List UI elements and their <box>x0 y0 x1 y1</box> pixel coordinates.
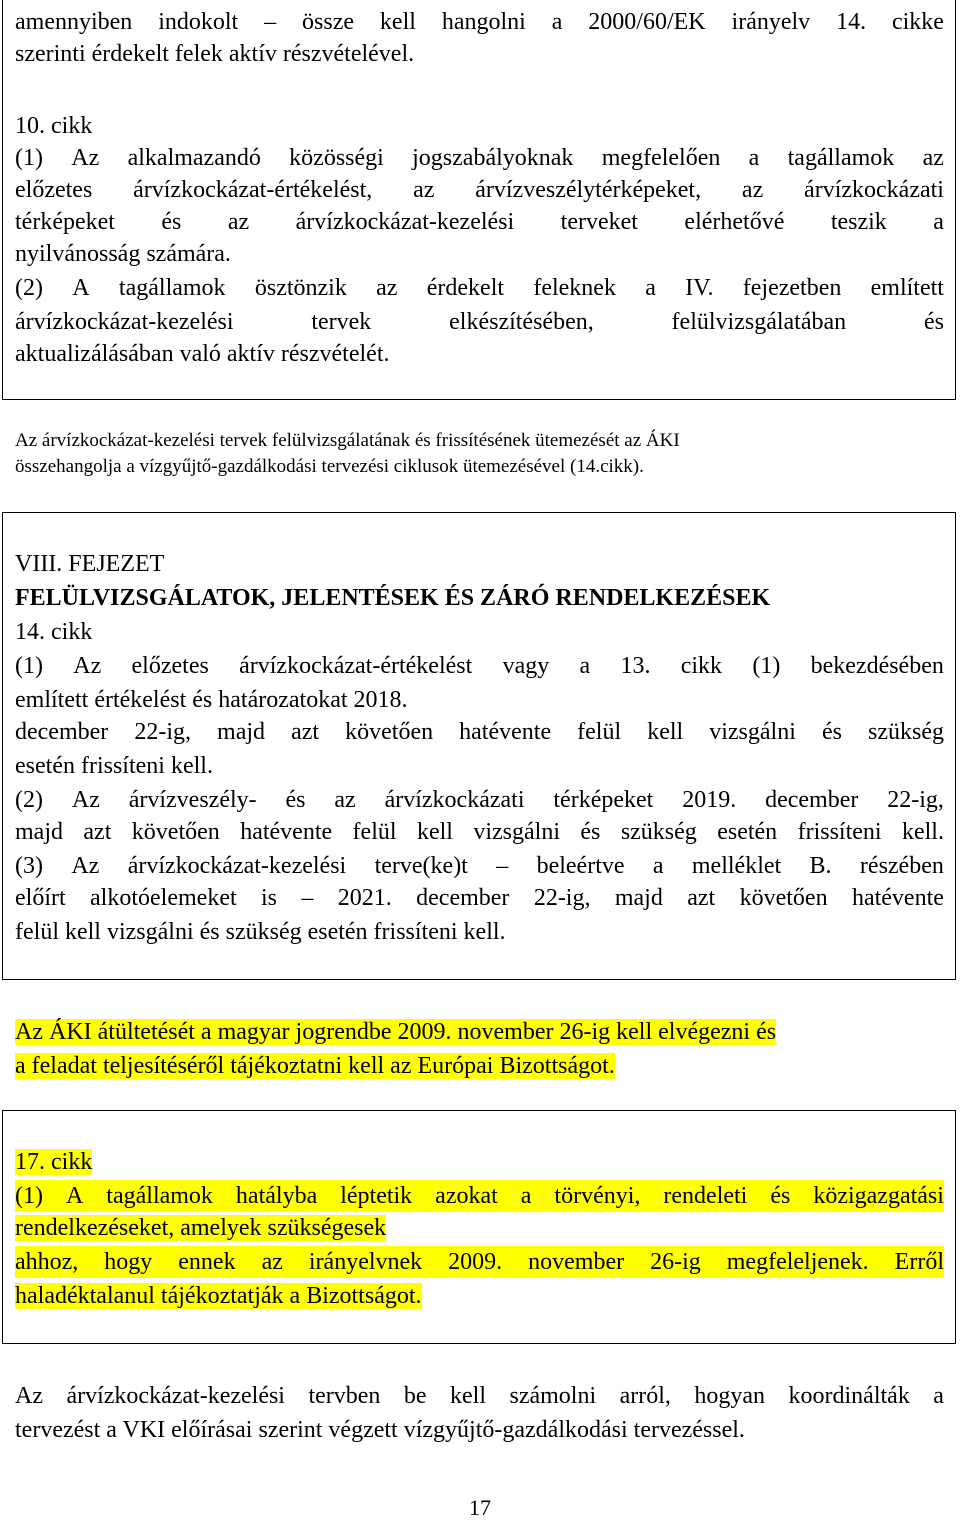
page-number: 17 <box>469 1495 491 1520</box>
text-line: amennyiben indokolt – össze kell hangolni a 2000/60/EK irányelv 14. cikke <box>15 9 944 35</box>
text-line: (3) Az árvízkockázat-kezelési terve(ke)t – beleértve a melléklet B. részében <box>15 853 944 879</box>
commentary-line: Az árvízkockázat-kezelési tervek felülvizsgálatának és frissítésének ütemezését az ÁKI <box>15 430 680 451</box>
highlighted-text-line: rendelkezéseket, amelyek szükségesek <box>15 1215 387 1241</box>
highlighted-text-line: ahhoz, hogy ennek az irányelvnek 2009. november 26-ig megfeleljenek. Erről <box>15 1246 944 1278</box>
highlighted-text-line: (1) A tagállamok hatályba léptetik azokat a törvényi, rendeleti és közigazgatási <box>15 1180 944 1212</box>
text-line: nyilvánosság számára. <box>15 241 231 267</box>
commentary-line: tervezést a VKI előírásai szerint végzett vízgyűjtő-gazdálkodási tervezéssel. <box>15 1417 745 1443</box>
text-line: előzetes árvízkockázat-értékelést, az árvízveszélytérképeket, az árvízkockázati <box>15 177 944 203</box>
text-line: (1) Az alkalmazandó közösségi jogszabályoknak megfelelően a tagállamok az <box>15 145 944 171</box>
text-line: (1) Az előzetes árvízkockázat-értékelést vagy a 13. cikk (1) bekezdésében <box>15 653 944 679</box>
text-line: előírt alkotóelemeket is – 2021. december 22-ig, majd azt követően hatévente <box>15 885 944 911</box>
text-line: (2) A tagállamok ösztönzik az érdekelt feleknek a IV. fejezetben említett <box>15 275 944 301</box>
chapter-title: FELÜLVIZSGÁLATOK, JELENTÉSEK ÉS ZÁRÓ RENDELKEZÉSEK <box>15 585 771 611</box>
text-line: szerinti érdekelt felek aktív részvételével. <box>15 41 415 67</box>
highlighted-text-line: haladéktalanul tájékoztatják a Bizottságot. <box>15 1283 422 1309</box>
highlighted-commentary-line: a feladat teljesítéséről tájékoztatni kell az Európai Bizottságot. <box>15 1053 615 1079</box>
text-line: árvízkockázat-kezelési tervek elkészítésében, felülvizsgálatában és <box>15 309 944 335</box>
article-heading: 17. cikk <box>15 1149 93 1175</box>
text-line: aktualizálásában való aktív részvételét. <box>15 341 390 367</box>
highlighted-commentary-line: Az ÁKI átültetését a magyar jogrendbe 2009. november 26-ig kell elvégezni és <box>15 1019 777 1045</box>
text-line: térképeket és az árvízkockázat-kezelési terveket elérhetővé teszik a <box>15 209 944 235</box>
commentary-line: összehangolja a vízgyűjtő-gazdálkodási tervezési ciklusok ütemezésével (14.cikk). <box>15 456 644 477</box>
text-line: (2) Az árvízveszély- és az árvízkockázati térképeket 2019. december 22-ig, <box>15 787 944 813</box>
article-heading: 14. cikk <box>15 619 93 645</box>
text-line: december 22-ig, majd azt követően hatévente felül kell vizsgálni és szükség <box>15 719 944 745</box>
text-line: majd azt követően hatévente felül kell vizsgálni és szükség esetén frissíteni kell. <box>15 819 944 845</box>
text-line: felül kell vizsgálni és szükség esetén frissíteni kell. <box>15 919 506 945</box>
text-line: említett értékelést és határozatokat 2018. <box>15 687 408 713</box>
chapter-label: VIII. FEJEZET <box>15 551 165 577</box>
commentary-line: Az árvízkockázat-kezelési tervben be kell számolni arról, hogyan koordinálták a <box>15 1383 944 1409</box>
text-line: esetén frissíteni kell. <box>15 753 213 779</box>
article-heading: 10. cikk <box>15 113 93 139</box>
